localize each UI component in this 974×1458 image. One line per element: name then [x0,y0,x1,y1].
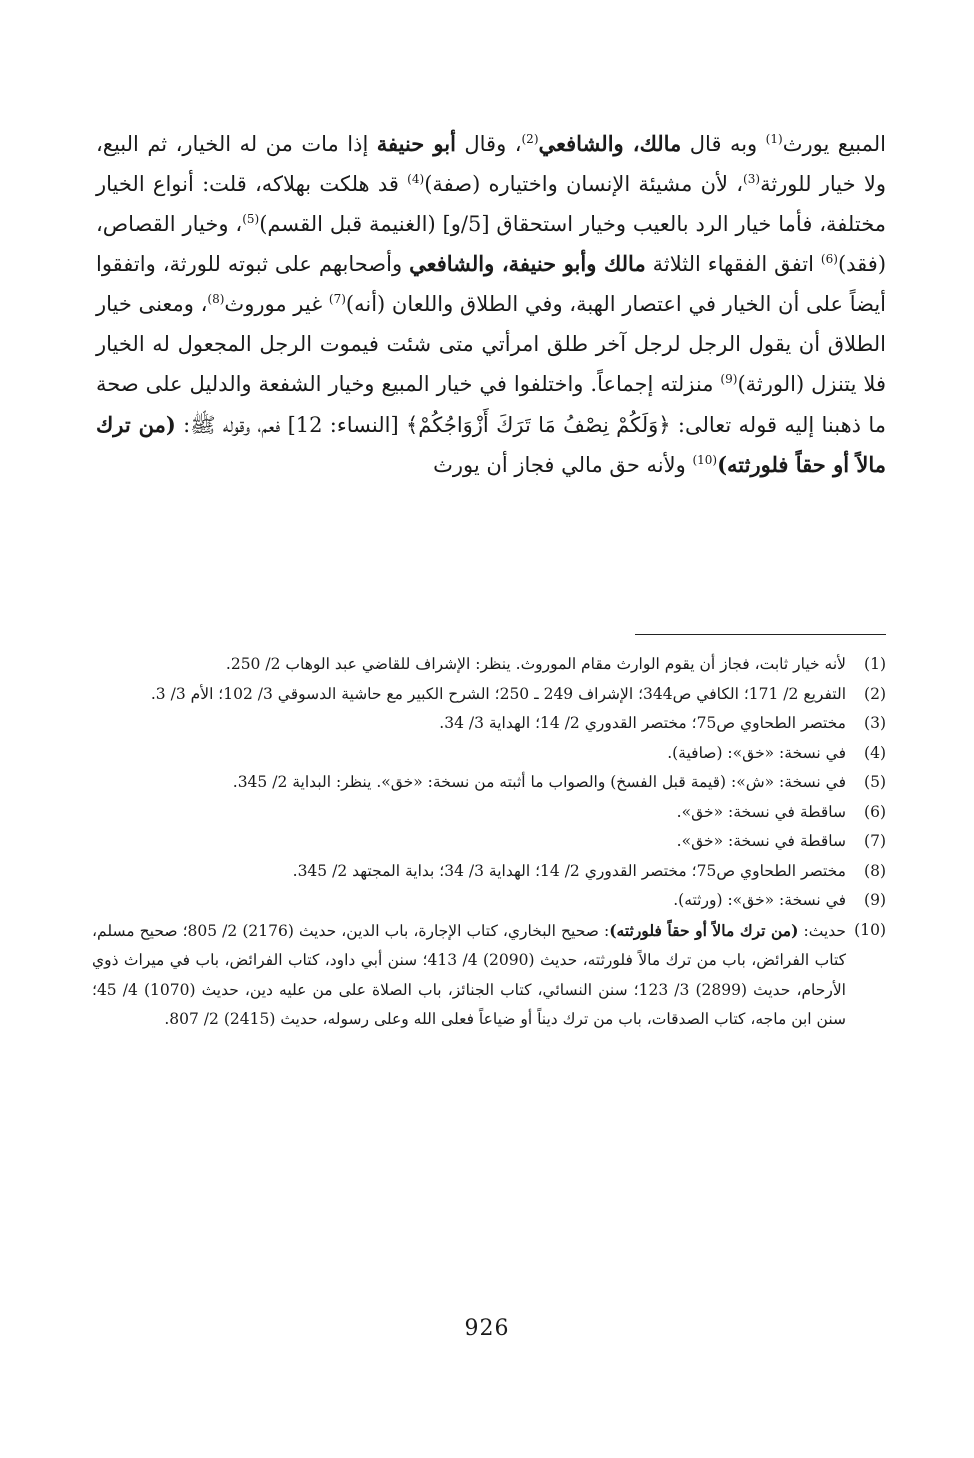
footnote-text: ساقطة في نسخة: «خق». [676,802,846,821]
footnote-ref: (3) [743,171,761,186]
footnote-ref: (4) [407,171,425,186]
text-segment: ، وخيار القصاص، (فقد) [96,211,887,277]
footnote-3 [92,709,886,739]
footnote-number: (1) [864,655,886,673]
footnote-ref: (8) [207,292,225,307]
footnote-number: (5) [864,773,886,791]
text-segment: ، وقال [455,132,522,156]
footnote-number: (4) [864,743,886,762]
text-segment: قد هلكت بهلاكه، قلت: أنواع الخيار مختلفة، فأما خيار الرد بالعيب وخيار استحقاق [5/و] (الغنيمة قبل القسم) [96,171,887,236]
footnote-ref: (5) [242,211,260,226]
footnote-number: (9) [864,891,886,909]
footnote-number: (2) [864,684,886,703]
footnote-number: (3) [864,714,886,732]
footnote-ref: (7) [328,292,346,307]
text-segment: إذا مات من له الخيار، ثم البيع، ولا خيار للورثة [96,132,886,196]
footnote-text: لأنه خيار ثابت، فجاز أن يقوم الوارث مقام الموروث. ينظر: الإشراف للقاضي عبد الوهاب 2/ 250. [225,655,846,673]
footnote-9 [92,886,886,916]
footnote-separator [635,634,886,635]
page-number: 926 [464,1316,510,1341]
footnote-number: (7) [864,832,886,850]
text-segment: وأصحابهم على ثبوته للورثة، واتفقوا أيضاً على أن الخيار في اعتصار الهبة، وفي الطلاق واللعان (أنه) [96,252,886,317]
bold-text: أبو حنيفة [376,131,456,156]
hadith-title: (من ترك مالاً أو حقاً فلورثته) [609,920,799,940]
footnote-text: ساقطة في نسخة: «خق». [676,832,846,850]
text-segment: منزلته إجماعاً. واختلفوا في خيار المبيع وخيار الشفعة والدليل على صحة ما ذهبنا إليه قوله تعالى: ﴿وَلَكُمْ نِصْفُ مَا تَرَكَ أَزْوَاجُكُمْ﴾ [النساء: 12] فعم، وقوله ﷺ: [96,371,886,437]
footnote-1 [92,650,886,680]
footnote-rest: : صحيح البخاري، كتاب الإجارة، باب الدين، حديث (2176) 2/ 805؛ صحيح مسلم، كتاب الفرائض، باب من ترك مالاً فلورثته، حديث (2090) 4/ 413؛ سنن أبي داود، كتاب الفرائض، باب في ميراث ذوي الأرحام، حديث (2899) 3/ 123؛ سنن النسائي، كتاب الجنائز، باب الصلاة على من عليه دين، حديث (1070) 4/ 45؛ سنن ابن ماجه، كتاب الصدقات، باب من ترك ديناً أو ضياعاً فعلى الله وعلى رسوله، حديث (2415) 2/ 807. [92,921,847,1028]
footnote-number: (8) [864,861,886,880]
footnote-8 [92,857,886,887]
bold-text: (من ترك مالاً أو حقاً فلورثته) [96,411,886,478]
footnote-text: مختصر الطحاوي ص75؛ مختصر القدوري 2/ 14؛ الهداية 3/ 34؛ بداية المجتهد 2/ 345. [292,861,846,880]
text-segment: ولأنه حق مالي فجاز أن يورث [433,453,693,478]
footnote-ref: (1) [765,132,783,146]
footnotes [92,650,886,1035]
footnote-10 [92,916,886,1035]
footnote-text: في نسخة: «خق»: (صافية). [667,743,846,762]
text-segment: ، لأن مشيئة الإنسان واختياره (صفة) [424,171,744,196]
footnote-7 [92,827,886,857]
bold-text: مالك وأبو حنيفة، والشافعي [409,251,646,277]
bold-text: مالك، والشافعي [538,131,682,156]
footnote-text: التفريع 2/ 171؛ الكافي ص344؛ الإشراف 249 ـ 250؛ الشرح الكبير مع حاشية الدسوقي 3/ 102؛ الأم 3/ 3. [150,684,846,703]
footnote-ref: (9) [720,371,738,386]
footnote-6 [92,798,886,828]
footnote-text: في نسخة: «ش»: (قيمة قبل الفسخ) والصواب ما أثبته من نسخة: «خق». ينظر: البداية 2/ 345. [232,773,846,791]
text-segment: اتفق الفقهاء الثلاثة [645,252,821,277]
footnote-text: في نسخة: «خق»: (ورثته). [673,891,846,909]
text-segment: وبه قال [681,132,766,156]
footnote-number: (6) [864,802,886,821]
footnote-ref: (10) [692,453,718,468]
footnote-number: (10) [854,920,886,939]
footnote-lead: حديث: [798,921,846,940]
main-text [96,124,886,486]
footnote-4 [92,739,886,769]
footnote-2 [92,680,886,710]
footnote-5 [92,768,886,798]
text-segment: غير موروث [224,292,329,317]
text-segment: المبيع يورث [782,132,886,156]
footnote-text [92,916,846,1035]
footnote-ref: (2) [521,132,539,146]
text-segment: ، ومعنى خيار الطلاق أن يقول الرجل لرجل آخر طلق امرأتي متى شئت فيموت الرجل المجعول له الخيار فلا يتنزل (الورثة) [96,292,886,396]
footnote-ref: (6) [820,252,838,267]
footnote-text: مختصر الطحاوي ص75؛ مختصر القدوري 2/ 14؛ الهداية 3/ 34. [439,714,846,732]
